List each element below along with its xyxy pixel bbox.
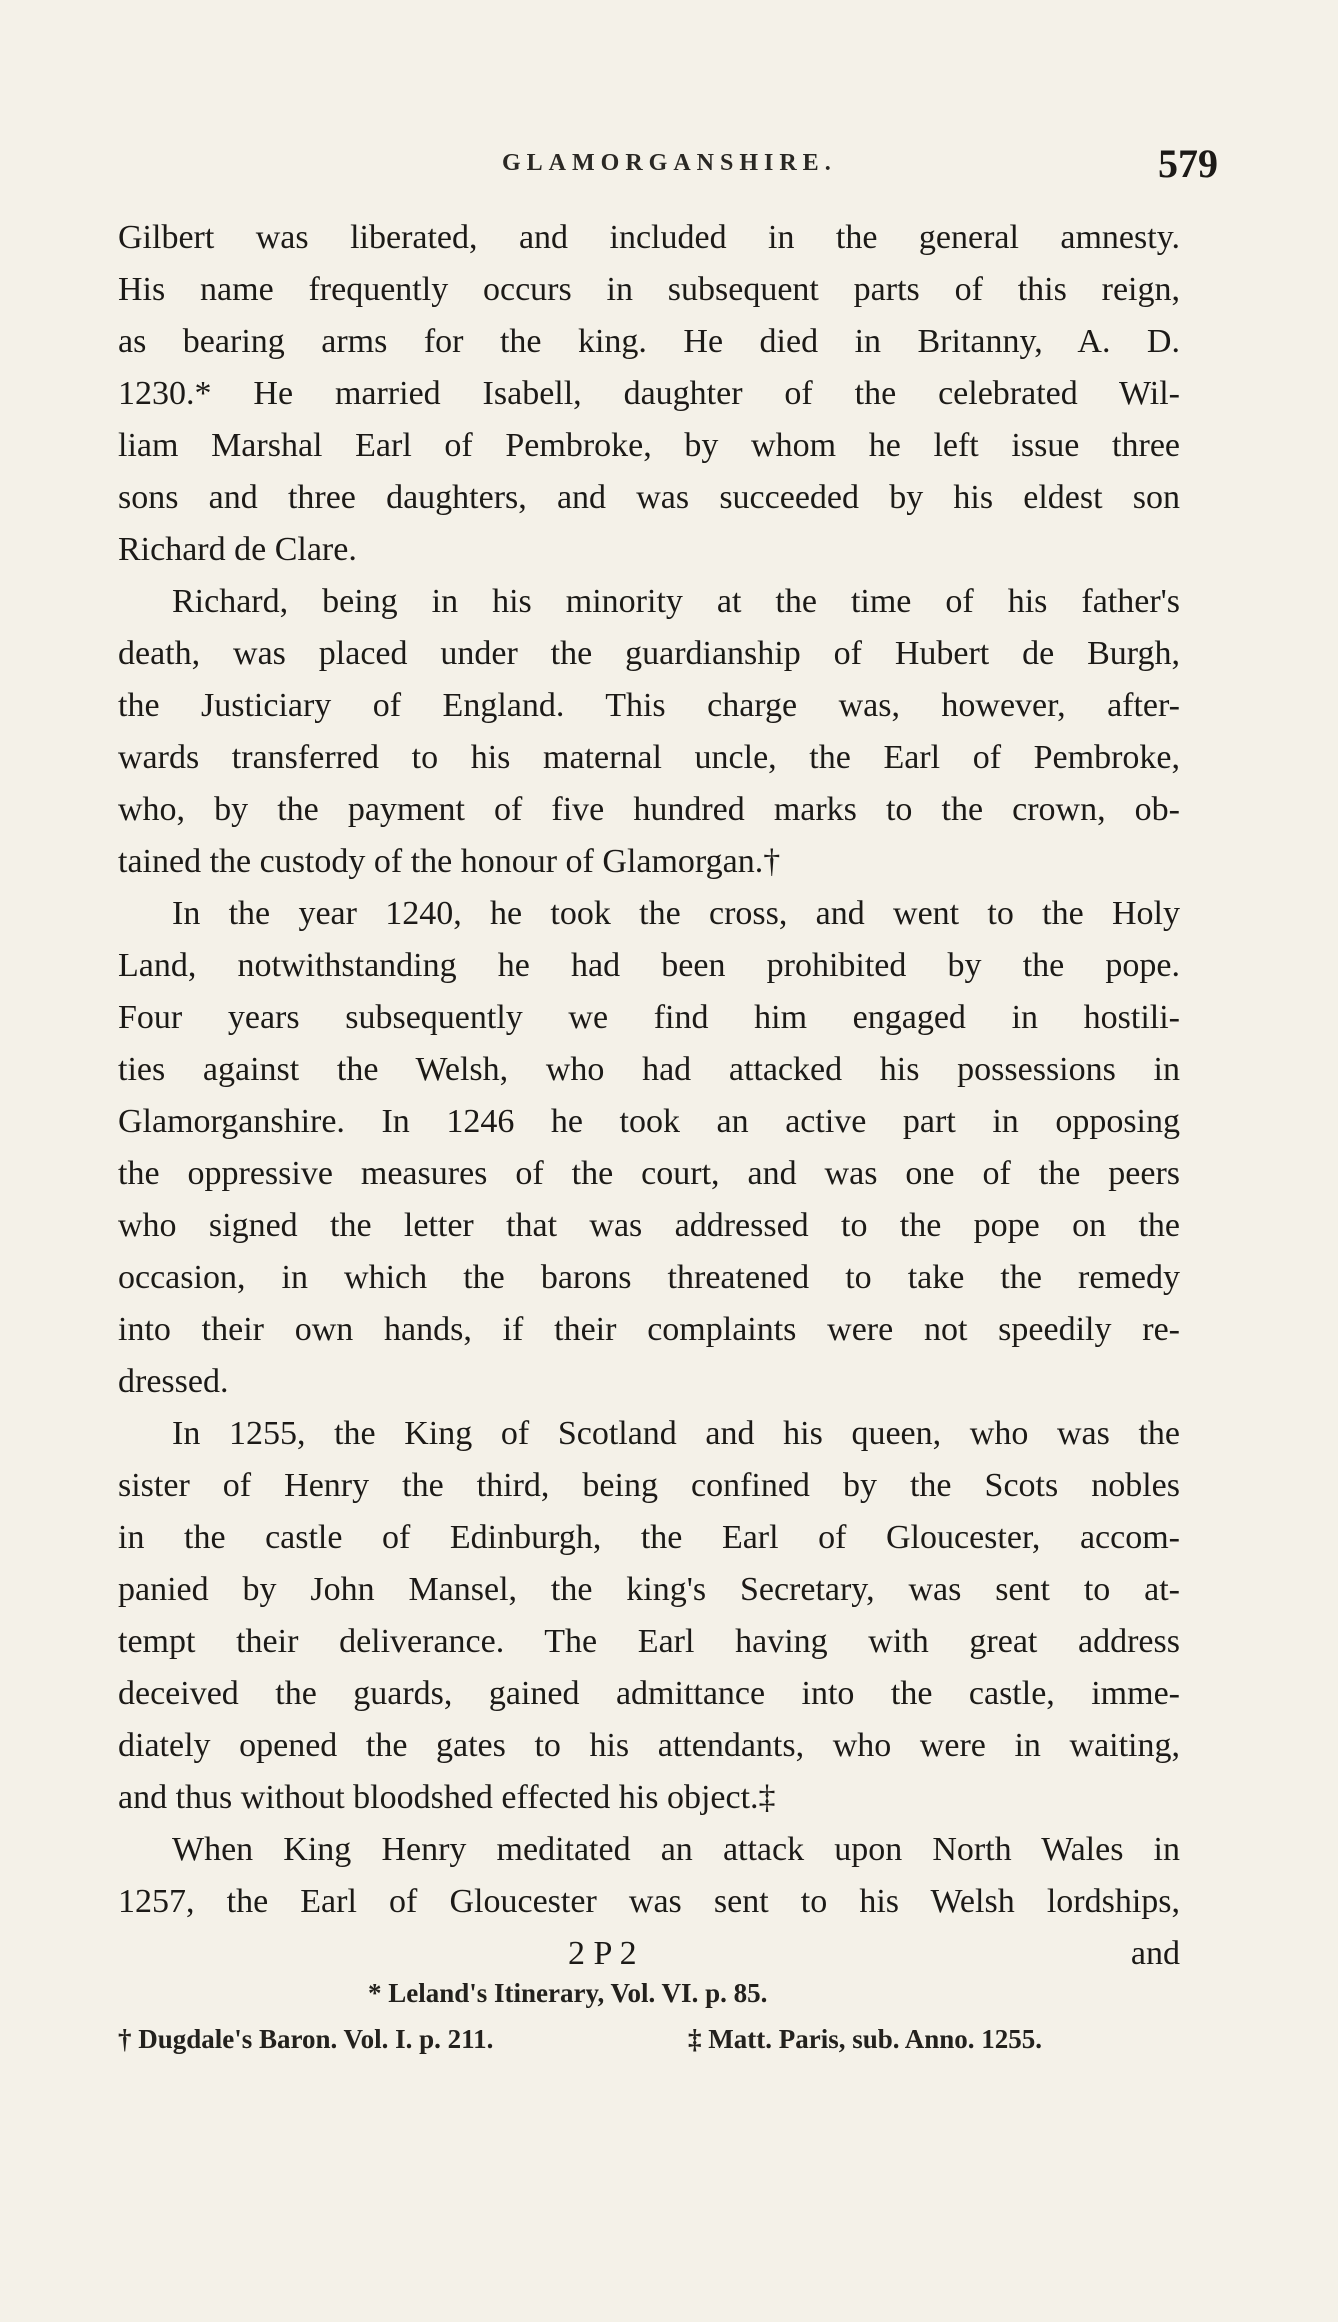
text-line: sons and three daughters, and was succeeded by his eldest son xyxy=(118,479,1180,516)
text-line: 1257, the Earl of Gloucester was sent to his Welsh lordships, xyxy=(118,1883,1180,1920)
text-line: in the castle of Edinburgh, the Earl of Gloucester, accom- xyxy=(118,1519,1180,1556)
footnote-row xyxy=(118,2016,1180,2062)
text-line: who signed the letter that was addressed to the pope on the xyxy=(118,1207,1180,1244)
text-line: ties against the Welsh, who had attacked his possessions in xyxy=(118,1051,1180,1088)
text-line: into their own hands, if their complaints were not speedily re- xyxy=(118,1311,1180,1348)
catchword: and xyxy=(1130,1935,1180,1972)
text-line: dressed. xyxy=(118,1363,229,1400)
footnote: * Leland's Itinerary, Vol. VI. p. 85. xyxy=(368,1978,768,2008)
text-line: panied by John Mansel, the king's Secretary, was sent to at- xyxy=(118,1571,1180,1608)
text-line: the oppressive measures of the court, and was one of the peers xyxy=(118,1155,1180,1192)
text-line: tempt their deliverance. The Earl having with great address xyxy=(118,1623,1180,1660)
footnote: ‡ Matt. Paris, sub. Anno. 1255. xyxy=(688,2024,1043,2054)
text-line: liam Marshal Earl of Pembroke, by whom he left issue three xyxy=(118,427,1180,464)
text-line: who, by the payment of five hundred marks to the crown, ob- xyxy=(118,791,1180,828)
text-line: Richard, being in his minority at the time of his father's xyxy=(172,583,1180,620)
text-line: wards transferred to his maternal uncle, the Earl of Pembroke, xyxy=(118,739,1180,776)
text-line: Richard de Clare. xyxy=(118,531,357,568)
page-header xyxy=(118,140,1218,186)
text-line: Four years subsequently we find him engaged in hostili- xyxy=(118,999,1180,1036)
text-line: death, was placed under the guardianship of Hubert de Burgh, xyxy=(118,635,1180,672)
text-line: In the year 1240, he took the cross, and went to the Holy xyxy=(172,895,1180,932)
footnote: † Dugdale's Baron. Vol. I. p. 211. xyxy=(118,2024,494,2054)
signature-mark: 2 P 2 xyxy=(568,1935,637,1972)
text-line: deceived the guards, gained admittance into the castle, imme- xyxy=(118,1675,1180,1712)
text-line: His name frequently occurs in subsequent parts of this reign, xyxy=(118,271,1180,308)
text-line: sister of Henry the third, being confined by the Scots nobles xyxy=(118,1467,1180,1504)
text-line: and thus without bloodshed effected his object.‡ xyxy=(118,1779,776,1816)
text-line: tained the custody of the honour of Glamorgan.† xyxy=(118,843,781,880)
footnotes xyxy=(118,1970,1180,2062)
text-line: occasion, in which the barons threatened to take the remedy xyxy=(118,1259,1180,1296)
text-line: the Justiciary of England. This charge was, however, after- xyxy=(118,687,1180,724)
page-number: 579 xyxy=(1158,141,1218,186)
text-line: When King Henry meditated an attack upon North Wales in xyxy=(172,1831,1180,1868)
text-line: 1230.* He married Isabell, daughter of the celebrated Wil- xyxy=(118,375,1180,412)
text-line: Glamorganshire. In 1246 he took an active part in opposing xyxy=(118,1103,1180,1140)
text-line: In 1255, the King of Scotland and his queen, who was the xyxy=(172,1415,1180,1452)
text-line: Gilbert was liberated, and included in the general amnesty. xyxy=(118,219,1180,256)
running-head: GLAMORGANSHIRE. xyxy=(502,150,837,176)
text-line: diately opened the gates to his attendants, who were in waiting, xyxy=(118,1727,1180,1764)
body-text xyxy=(118,212,1180,1980)
text-line: Land, notwithstanding he had been prohibited by the pope. xyxy=(118,947,1180,984)
text-line: as bearing arms for the king. He died in Britanny, A. D. xyxy=(118,323,1180,360)
